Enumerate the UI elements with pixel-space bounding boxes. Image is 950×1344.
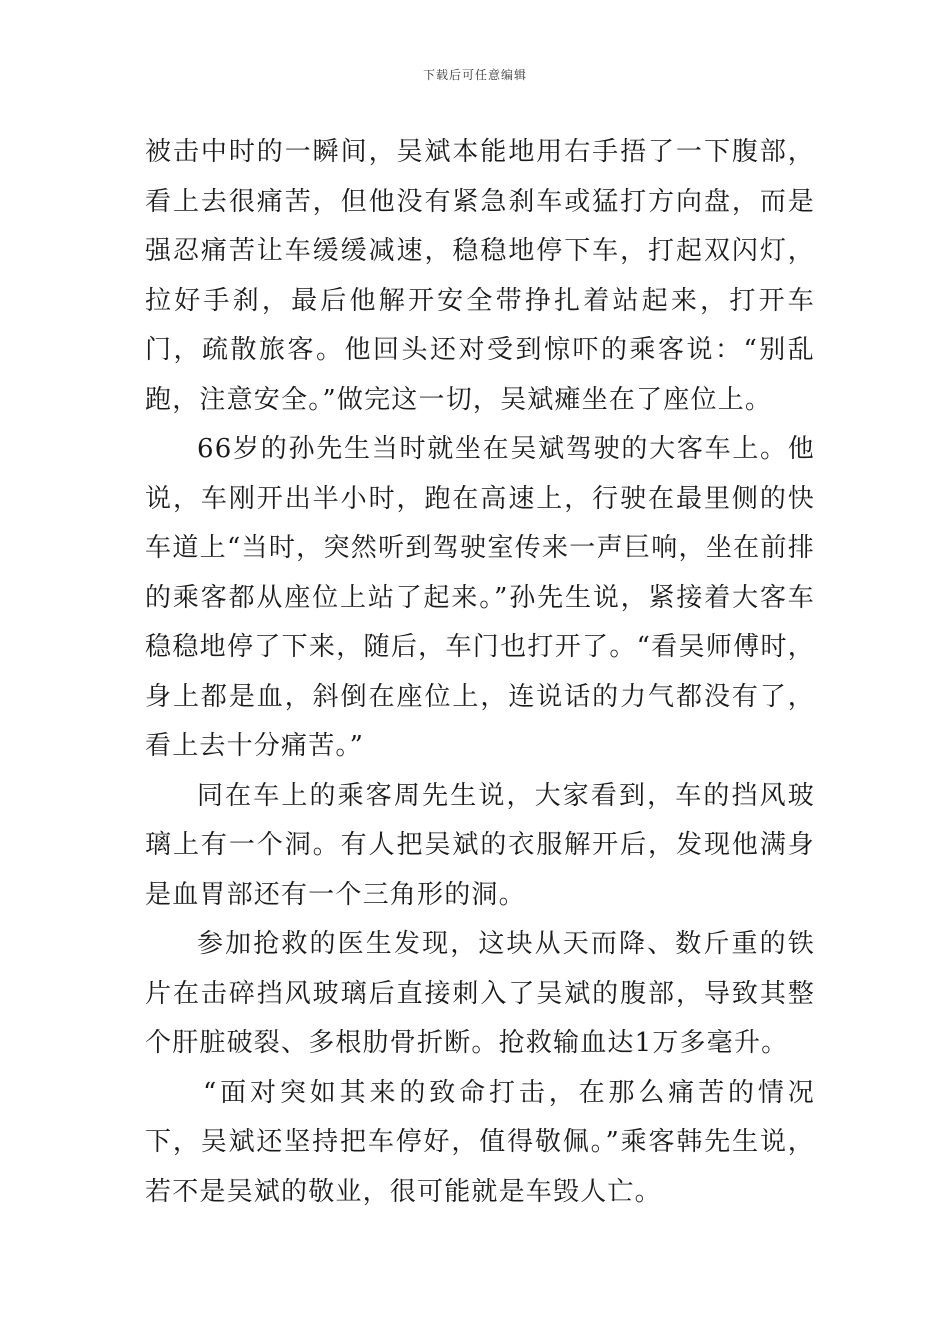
article-body [145,128,815,1217]
paragraph-1: 被击中时的一瞬间，吴斌本能地用右手捂了一下腹部，看上去很痛苦，但他没有紧急刹车或猛打方向盘，而是强忍痛苦让车缓缓减速，稳稳地停下车，打起双闪灯，拉好手刹，最后他解开安全带挣扎着站起来，打开车门，疏散旅客。他回头还对受到惊吓的乘客说：“别乱跑，注意安全。”做完这一切，吴斌瘫坐在了座位上。 [145,137,815,415]
paragraph-2: 66岁的孙先生当时就坐在吴斌驾驶的大客车上。他说，车刚开出半小时，跑在高速上，行驶在最里侧的快车道上“当时，突然听到驾驶室传来一声巨响，坐在前排的乘客都从座位上站了起来。”孙先生说，紧接着大客车稳稳地停了下来，随后，车门也打开了。“看吴师傅时，身上都是血，斜倒在座位上，连说话的力气都没有了，看上去十分痛苦。” [145,434,815,761]
page-header: 下载后可任意编辑 [422,68,527,82]
paragraph-4: 参加抢救的医生发现，这块从天而降、数斤重的铁片在击碎挡风玻璃后直接刺入了吴斌的腹部，导致其整个肝脏破裂、多根肋骨折断。抢救输血达1万多毫升。 [145,929,815,1058]
paragraph-5: “面对突如其来的致命打击，在那么痛苦的情况下，吴斌还坚持把车停好，值得敬佩。”乘客韩先生说，若不是吴斌的敬业，很可能就是车毁人亡。 [145,1077,815,1207]
paragraph-3: 同在车上的乘客周先生说，大家看到，车的挡风玻璃上有一个洞。有人把吴斌的衣服解开后，发现他满身是血胃部还有一个三角形的洞。 [145,780,815,910]
